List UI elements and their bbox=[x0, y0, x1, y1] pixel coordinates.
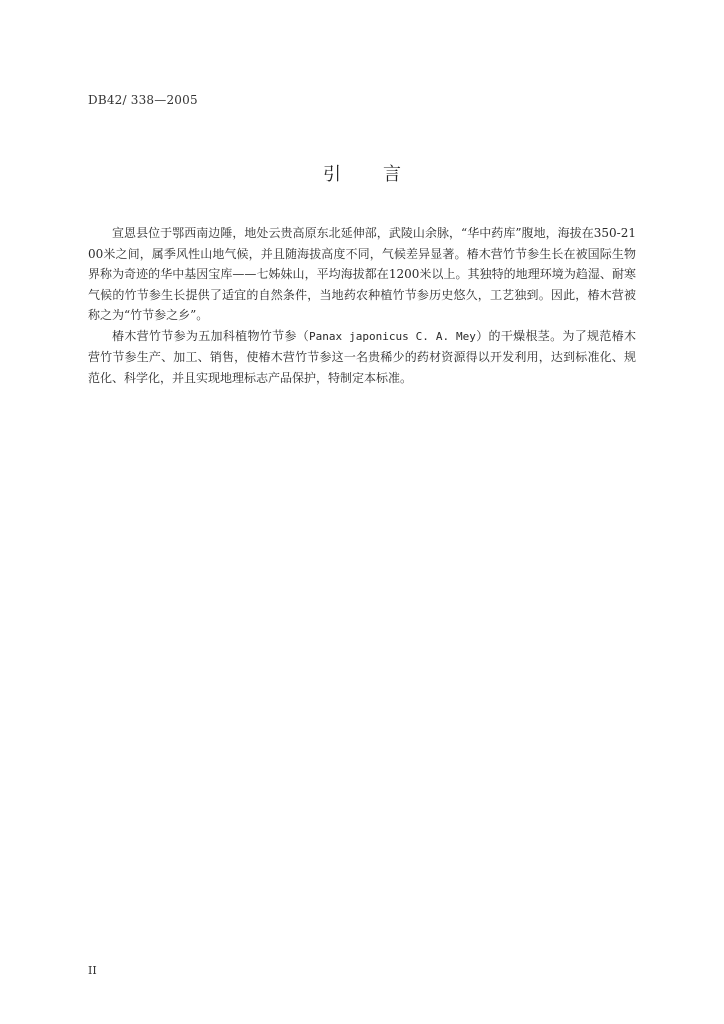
paragraph-1: 宣恩县位于鄂西南边陲，地处云贵高原东北延伸部，武陵山余脉，“华中药库”腹地，海拔在350-2100米之间，属季风性山地气候，并且随海拔高度不同，气候差异显著。椿木营竹节参生长在被国际生物界称为奇迹的华中基因宝库——七姊妹山，平均海拔都在1200米以上。其独特的地理环境为趋湿、耐寒气候的竹节参生长提供了适宜的自然条件，当地药农种植竹节参历史悠久，工艺独到。因此，椿木营被称之为“竹节参之乡”。 bbox=[88, 226, 636, 322]
title-char-1: 引 bbox=[323, 164, 341, 185]
introduction-body bbox=[88, 223, 636, 388]
latin-species-name: Panax japonicus C. A. Mey bbox=[309, 329, 476, 343]
paragraph-2-after: ）的干燥根茎。为了规范椿木营竹节参生产、加工、销售，使椿木营竹节参这一名贵稀少的药材资源得以开发利用，达到标准化、规范化、科学化，并且实现地理标志产品保护，特制定本标准。 bbox=[88, 328, 636, 385]
paragraph-2-before: 椿木营竹节参为五加科植物竹节参（ bbox=[112, 328, 310, 343]
page-number: II bbox=[88, 964, 97, 977]
document-code: DB42/ 338—2005 bbox=[88, 93, 198, 107]
paragraph-2 bbox=[88, 326, 636, 389]
title-char-2: 言 bbox=[383, 164, 401, 185]
section-title bbox=[0, 160, 724, 186]
